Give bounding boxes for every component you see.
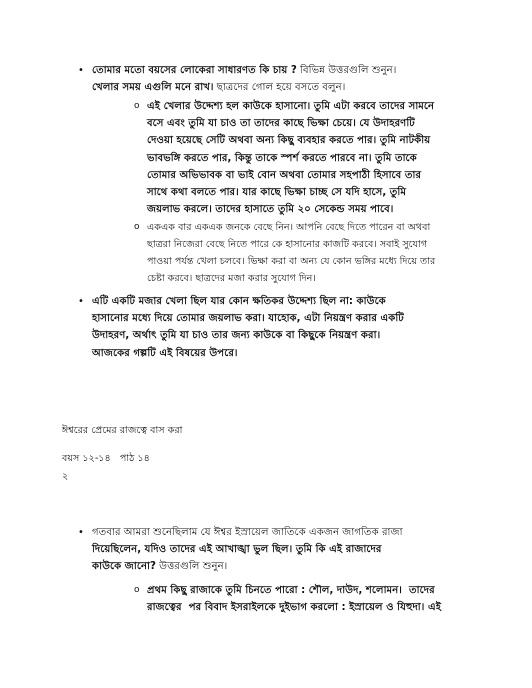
summary-bullet bbox=[78, 293, 404, 362]
paragraph-line: আজকের গল্পটি এই বিষয়ের উপরে। bbox=[92, 347, 238, 359]
game-rules-sub-bullet bbox=[134, 98, 434, 218]
paragraph-line: ছাত্ররা নিজেরা বেছে নিতে পারে কে হাসানোর কাজটি করবে। সবাই সুযোগ bbox=[147, 239, 428, 250]
paragraph-line: গতবার আমরা শুনেছিলাম যে ঈশ্বর ইস্রায়েল জাতিকে একজন জাগতিক রাজা bbox=[92, 527, 403, 538]
paragraph-line: পাওয়া পর্যন্ত খেলা চলবে। ভিক্ষা করা বা অন্য যে কোন ভঙ্গির মধ্যে দিয়ে তার bbox=[147, 256, 436, 267]
instruction-text: বিভিন্ন উত্তরগুলি শুনুন। bbox=[296, 65, 397, 76]
previous-lesson-bullet bbox=[78, 524, 403, 576]
paragraph-line: জয়লাভ করলে। তাদের হাসাতে তুমি ২০ সেকেন্ড সময় পাবে। bbox=[147, 204, 394, 216]
bullet-marker: • bbox=[78, 296, 84, 307]
paragraph-line: বসে এবং তুমি যা চাও তা তাদের কাছে ভিক্ষা চেয়ে। যে উদাহরণটি bbox=[147, 118, 415, 130]
sub-bullet-marker: o bbox=[134, 222, 140, 232]
sub-bullet-marker: o bbox=[134, 585, 140, 595]
question-bullet bbox=[78, 62, 396, 96]
reminder-text: খেলার সময় এগুলি মনে রাখ। bbox=[92, 82, 214, 94]
paragraph-line: সাথে কথা বলতে পার। যার কাছে ভিক্ষা চাচ্ছ সে যদি হাসে, তুমি bbox=[147, 187, 406, 199]
paragraph-line: প্রথম কিছু রাজাকে তুমি চিনতে পারো : শৌল, দাউদ, শলোমন। তাদের bbox=[147, 585, 435, 596]
game-instructions-sub-bullet bbox=[134, 219, 435, 287]
lesson-series-title: ঈশ্বরের প্রেমের রাজত্বে বাস করা bbox=[62, 425, 183, 436]
paragraph-line: ভাবভঙ্গি করতে পার, কিন্তু তাকে স্পর্শ করতে পারবে না। তুমি তাকে bbox=[147, 152, 417, 164]
paragraph-line: দেওয়া হয়েছে সেটি অথবা অন্য কিছু ব্যবহার করতে পার। তুমি নাটকীয় bbox=[147, 135, 431, 147]
kings-sub-bullet bbox=[134, 582, 441, 616]
paragraph-line: একএক বার একএক জনকে বেছে নিন। আপনি বেছে দিতে পারেন বা অথবা bbox=[147, 222, 431, 233]
paragraph-line: উদাহরণ, অর্থাৎ তুমি যা চাও তার জন্য কাউকে বা কিছুকে নিয়ন্ত্রণ করা। bbox=[92, 330, 381, 342]
instruction-text: উত্তরগুলি শুনুন। bbox=[155, 561, 228, 573]
paragraph-line: এটি একটি মজার খেলা ছিল যার কোন ক্ষতিকর উদ্দেশ্য ছিল না: কাউকে bbox=[92, 296, 386, 307]
sub-bullet-marker: o bbox=[134, 101, 140, 111]
paragraph-line: দিয়েছিলেন, যদিও তাদের এই আখাঙ্খা ভুল ছিল। তুমি কি এই রাজাদের bbox=[92, 544, 382, 556]
paragraph-line: হাসানোর মধ্যে দিয়ে তোমার জয়লাভ করা। যাহোক, এটা নিয়ন্ত্রণ করার একটি bbox=[92, 313, 404, 325]
paragraph-line: তোমার অভিভাবক বা ভাই বোন অথবা তোমার সহপাঠী হিসাবে তার bbox=[147, 169, 422, 181]
question-text: কাউকে জানো? bbox=[92, 561, 156, 573]
question-text: তোমার মতো বয়সের লোকেরা সাধারণত কি চায় ? bbox=[92, 65, 297, 76]
age-lesson-label: বয়স ১২-১৪ পাঠ ১৪ bbox=[62, 453, 150, 464]
paragraph-line: এই খেলার উদ্দেশ্য হল কাউকে হাসানো। তুমি এটা করবে তাদের সামনে bbox=[147, 101, 435, 112]
bullet-marker: • bbox=[78, 527, 84, 538]
page-number: ২ bbox=[62, 471, 69, 482]
paragraph-line: রাজত্বের পর বিবাদ ইসরাইলকে দুইভাগ করলো : ইস্রায়েল ও যিহুদা। এই bbox=[147, 602, 441, 614]
paragraph-line: চেষ্টা করবে। ছাত্রদের মজা করার সুযোগ দিন। bbox=[147, 273, 316, 284]
instruction-text: ছাত্রদের গোল হয়ে বসতে বলুন। bbox=[213, 82, 346, 94]
bullet-marker: • bbox=[78, 65, 84, 76]
